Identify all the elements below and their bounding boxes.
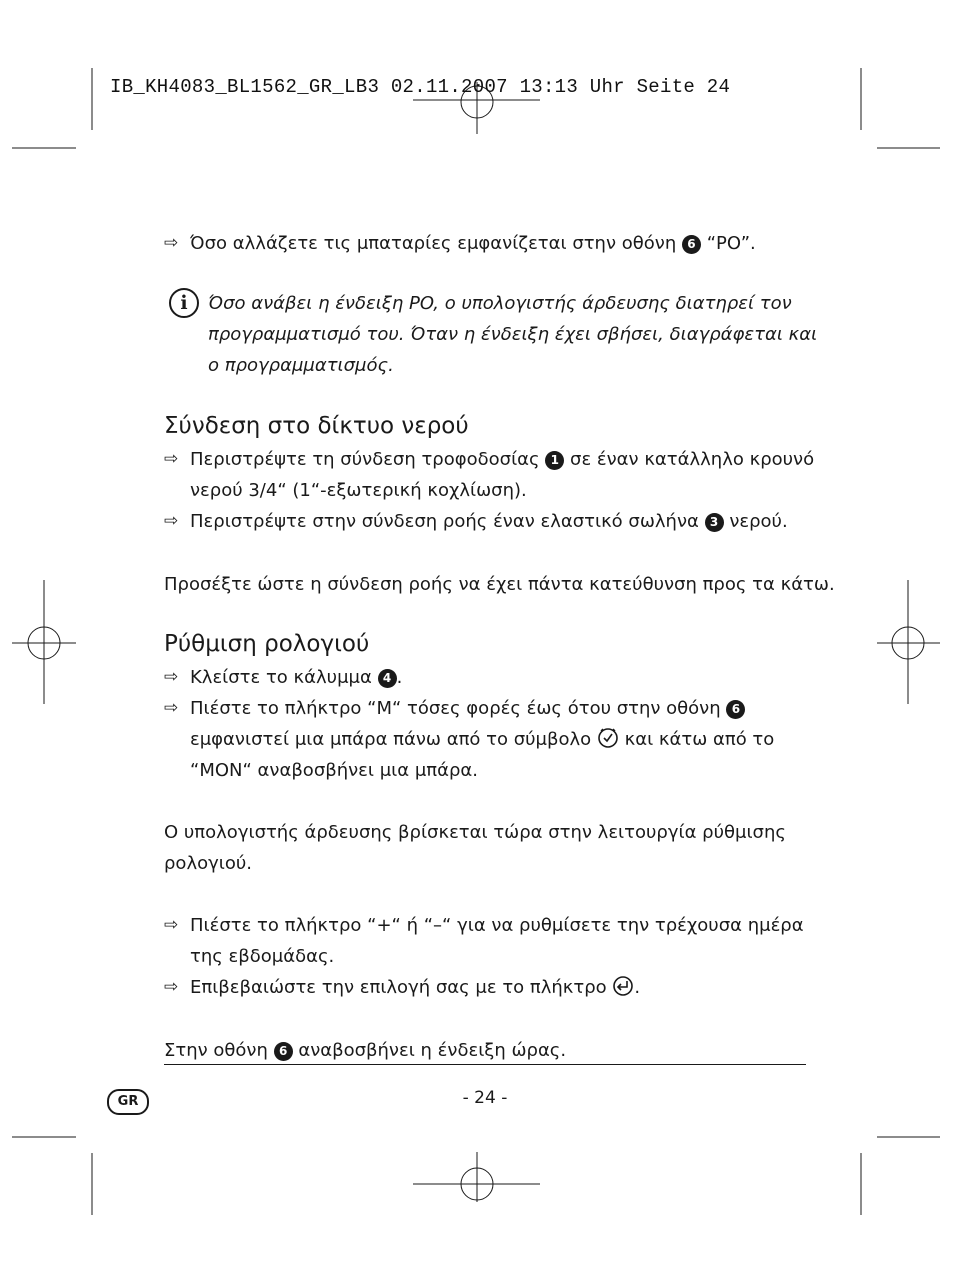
info-note-line-1: Όσο ανάβει η ένδειξη PO, ο υπολογιστής άρδευσης διατηρεί τον [208, 293, 792, 314]
arrow-right-icon: ⇨ [164, 667, 179, 687]
info-note-line-2: προγραμματισμό του. Όταν η ένδειξη έχει σβήσει, διαγράφεται και [208, 324, 818, 345]
water-step-1-text: Περιστρέψτε τη σύνδεση τροφοδοσίας [190, 449, 546, 470]
clock-final-text: Στην οθόνη [164, 1040, 274, 1061]
intro-step-text: Όσο αλλάζετε τις μπαταρίες εμφανίζεται στην οθόνη [190, 233, 682, 254]
page-number: - 24 - [462, 1088, 508, 1108]
section-heading-clock: Ρύθμιση ρολογιού [164, 631, 370, 657]
clock-step-1-text: Κλείστε το κάλυμμα [190, 667, 378, 688]
clock-step-2-line-2-end: και κάτω από το [618, 729, 775, 750]
water-step-2-text: Περιστρέψτε στην σύνδεση ροής έναν ελαστικό σωλήνα [190, 511, 705, 532]
callout-number: 6 [274, 1042, 293, 1061]
arrow-right-icon: ⇨ [164, 915, 179, 935]
clock-step-1 [164, 662, 814, 693]
arrow-right-icon: ⇨ [164, 977, 179, 997]
clock-paragraph-line-1: Ο υπολογιστής άρδευσης βρίσκεται τώρα στην λειτουργία ρύθμισης [164, 822, 786, 843]
clock-final-line [164, 1035, 814, 1066]
water-step-2 [164, 506, 814, 537]
info-note-line-3: ο προγραμματισμός. [208, 355, 394, 376]
water-step-1-line-2: νερού 3/4“ (1“-εξωτερική κοχλίωση). [190, 480, 527, 501]
water-step-1-text-end: σε έναν κατάλληλο κρουνό [564, 449, 815, 470]
clock-step-1-text-end: . [396, 667, 403, 688]
info-icon: i [169, 288, 199, 318]
footer-rule [164, 1064, 806, 1065]
intro-step-text-end: “PO”. [700, 233, 756, 254]
callout-number: 6 [726, 700, 745, 719]
callout-number: 3 [705, 513, 724, 532]
water-step-2-text-end: νερού. [723, 511, 788, 532]
clock-step-4 [164, 972, 814, 1003]
clock-step-2-line-3: “MON“ αναβοσβήνει μια μπάρα. [190, 760, 479, 781]
callout-number: 4 [378, 669, 397, 688]
clock-final-text-end: αναβοσβήνει η ένδειξη ώρας. [292, 1040, 567, 1061]
print-header: IB_KH4083_BL1562_GR_LB3 02.11.2007 13:13 Uhr Seite 24 [110, 76, 731, 98]
arrow-right-icon: ⇨ [164, 449, 179, 469]
clock-step-2-line-2: εμφανιστεί μια μπάρα πάνω από το σύμβολο [190, 729, 597, 750]
callout-number: 1 [545, 451, 564, 470]
section-heading-water: Σύνδεση στο δίκτυο νερού [164, 413, 469, 439]
callout-number: 6 [682, 235, 701, 254]
clock-step-4-text: Επιβεβαιώστε την επιλογή σας με το πλήκτρο [190, 977, 613, 998]
language-badge: GR [107, 1089, 149, 1115]
clock-step-3 [164, 910, 814, 972]
clock-icon [597, 727, 619, 749]
arrow-right-icon: ⇨ [164, 233, 179, 253]
water-step-1 [164, 444, 814, 506]
arrow-right-icon: ⇨ [164, 698, 179, 718]
clock-step-2-text: Πιέστε το πλήκτρο “M“ τόσες φορές έως ότου στην οθόνη [190, 698, 727, 719]
clock-paragraph-line-2: ρολογιού. [164, 853, 252, 874]
enter-key-icon [612, 975, 634, 997]
intro-step [164, 228, 814, 259]
clock-step-2 [164, 693, 814, 786]
clock-step-3-line-1: Πιέστε το πλήκτρο “+“ ή “–“ για να ρυθμίσετε την τρέχουσα ημέρα [190, 915, 804, 936]
water-paragraph: Προσέξτε ώστε η σύνδεση ροής να έχει πάντα κατεύθυνση προς τα κάτω. [164, 574, 835, 595]
clock-step-3-line-2: της εβδομάδας. [190, 946, 335, 967]
arrow-right-icon: ⇨ [164, 511, 179, 531]
clock-step-4-text-end: . [634, 977, 641, 998]
